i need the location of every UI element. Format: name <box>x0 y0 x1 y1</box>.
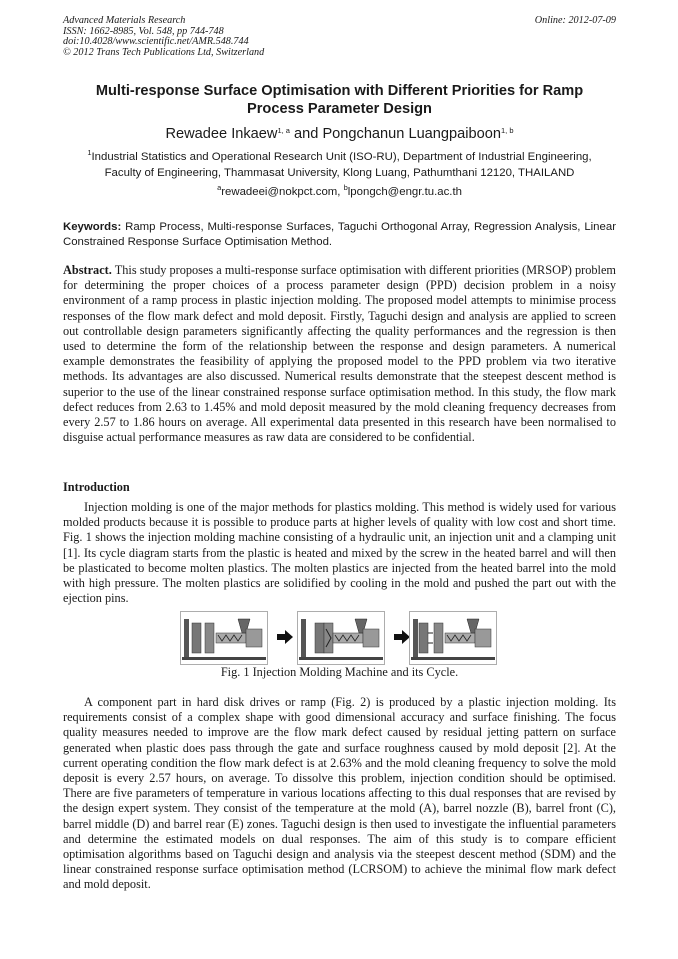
email-a[interactable]: rewadeei@nokpct.com, <box>221 186 344 198</box>
introduction-paragraph-1: Injection molding is one of the major methods for plastics molding. This method is widely used for various molded products because it is possible to produce parts at higher levels of quality with low cost and short time. Fig. 1 shows the injection molding machine consisting of a hydraulic unit, an injection unit and a clamping unit [1]. Its cycle diagram starts from the plastic is heated and mixed by the screw in the heated barrel and will then be plasticated to become molten plastics. The molten plastics are injected from the heated barrel into the mold with high pressure. The molten plastics are solidified by cooling in the mold and pushed the part out with the ejection pins. <box>63 500 616 606</box>
paper-title <box>63 82 616 118</box>
author-2: Pongchanun Luangpaiboon <box>322 126 501 142</box>
journal-issn: ISSN: 1662-8985, Vol. 548, pp 744-748 <box>63 25 224 37</box>
keywords-text: Ramp Process, Multi-response Surfaces, Taguchi Orthogonal Array, Regression Analysis, Linear Constrained Response Surface Optimisation Method. <box>63 221 616 248</box>
journal-name: Advanced Materials Research <box>63 15 186 26</box>
machine-inject-image <box>297 611 385 665</box>
affiliation <box>63 150 616 181</box>
keywords-label: Keywords: <box>63 221 122 233</box>
email-b[interactable]: lpongch@engr.tu.ac.th <box>347 186 462 198</box>
abstract-text: This study proposes a multi-response surface optimisation with different priorities (MRSOP) problem for determining the proper choices of a process parameter design (PPD) decision problem in a noisy environment of a ramp process in plastic injection molding. The proposed model attempts to minimise process responses of the flow mark defect and mold deposit. Firstly, Taguchi design and analysis are applied to screen out controllable design parameters significantly affecting the quality performances and the regression is then used to determine the form of the relationship between the response and design parameters. A numerical example demonstrates the feasibility of applying the proposed model to the PPD problem via two iterative methods. Its advantages are also discussed. Numerical results demonstrate that the steepest descent method is superior to the use of the linear constrained response surface optimisation method. In this study, the flow mark defect reduces from 2.63 to 1.45% and mold deposit measured by the mold cleaning frequency decreases from every 2.57 to 1.86 hours on average. All experimental data presented in this research have been normalised to disguise actual performance measures as raw data are considered to be confidential. <box>63 263 616 445</box>
title-line-1: Multi-response Surface Optimisation with Different Priorities for Ramp <box>95 83 584 99</box>
title-line-2: Process Parameter Design <box>247 101 432 117</box>
author-1: Rewadee Inkaew <box>165 126 278 142</box>
author-1-sup: 1, a <box>277 126 290 135</box>
email-b-sup: b <box>343 183 348 192</box>
abstract <box>63 263 616 445</box>
journal-doi: doi:10.4028/www.scientific.net/AMR.548.744 <box>63 36 249 47</box>
affiliation-line-2: Faculty of Engineering, Thammasat University, Klong Luang, Pathumthani 12120, THAILAND <box>104 166 575 179</box>
affiliation-sup: 1 <box>87 148 92 157</box>
machine-open-image <box>180 611 268 665</box>
affiliation-line-1: Industrial Statistics and Operational Research Unit (ISO-RU), Department of Industrial Engineering, <box>91 151 592 163</box>
journal-header <box>63 16 616 58</box>
section-heading-introduction: Introduction <box>63 480 130 494</box>
author-emails <box>63 185 616 200</box>
journal-copyright: © 2012 Trans Tech Publications Ltd, Switzerland <box>63 46 265 58</box>
machine-eject-image <box>409 611 497 665</box>
keywords <box>63 220 616 250</box>
figure-1-caption: Fig. 1 Injection Molding Machine and its Cycle. <box>220 665 459 679</box>
arrow-right-icon <box>276 628 294 646</box>
abstract-label: Abstract. <box>63 263 112 277</box>
email-a-sup: a <box>217 183 222 192</box>
online-date: Online: 2012-07-09 <box>534 15 616 26</box>
introduction-paragraph-2: A component part in hard disk drives or ramp (Fig. 2) is produced by a plastic injection molding. Its requirements consist of a complex shape with good dimensional accuracy and surface finishing. The focus quality measures needed to improve are the flow mark defect caused by residual jetting pattern on surface generated when plastic does pass through the gate and surface roughness caused by mold deposit [2]. At the current operating condition the flow mark defect is at 2.63% and the mold cleaning frequency to solve the mold deposit is every 2.57 hours, on average. To dissolve this problem, injection condition should be optimised. There are five parameters of temperature in various locations affecting to this dual responses that are revised by the design expert system. They consist of the temperature at the mold (A), barrel nozzle (B), barrel front (C), barrel middle (D) and barrel rear (E) zones. Taguchi design is then used to investigate the influential parameters and determine the estimated models on dual responses. The aim of this study is to compare efficient optimisation algorithms based on Taguchi design and analysis via the steepest descent method (SDM) and the linear constrained response surface optimisation method (LCRSOM) to achieve the minimal flow mark defect and mold deposit. <box>63 695 616 892</box>
figure-1-injection-cycle <box>180 611 497 665</box>
author-conjunction: and <box>289 126 323 142</box>
author-list <box>63 125 616 143</box>
author-2-sup: 1, b <box>500 126 514 135</box>
